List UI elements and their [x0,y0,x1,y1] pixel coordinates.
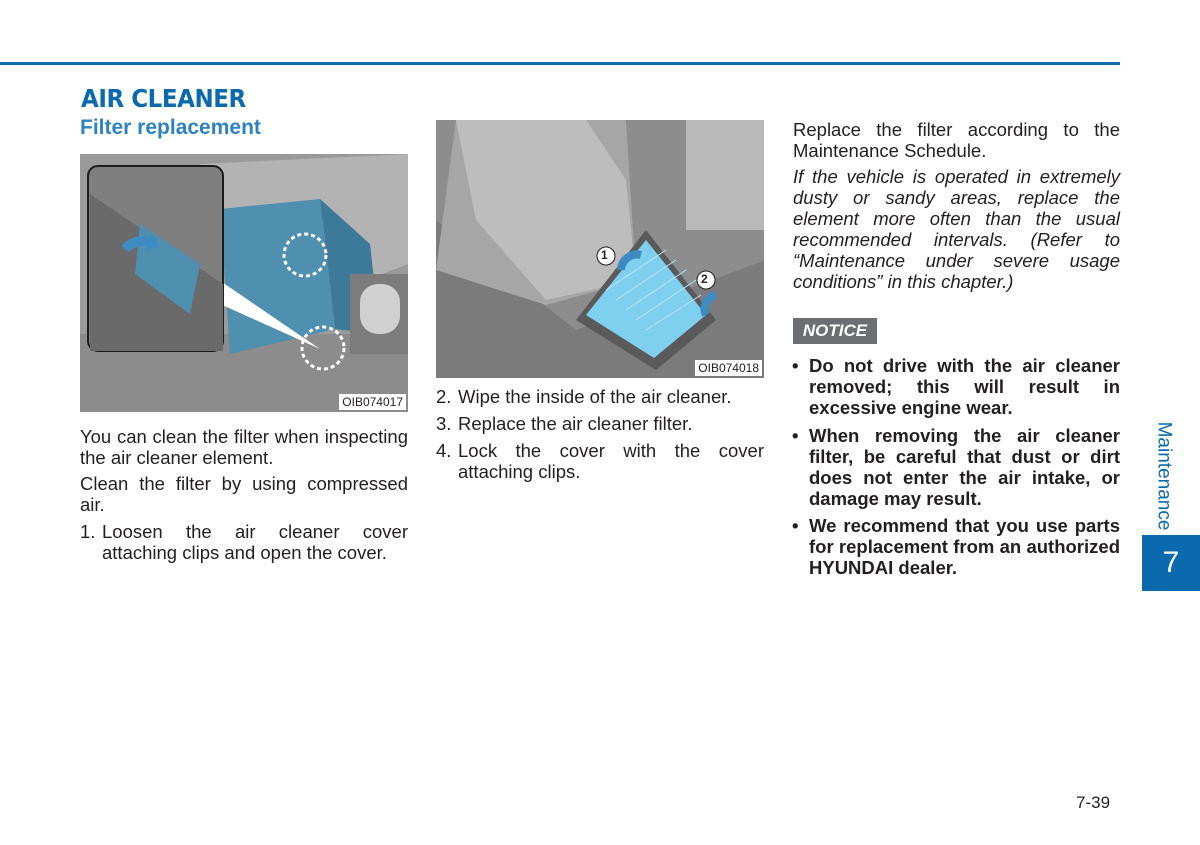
marker-1: 1 [601,248,608,262]
figure-code: OIB074018 [695,360,762,376]
italic-note: If the vehicle is operated in extremely dusty or sandy areas, replace the element more often than the usual recommended intervals. (Refer to “Maintenance under severe usage conditions” in this chapter.) [793,166,1120,292]
step-number: 3. [436,413,452,434]
subsection-title: Filter replacement [80,116,261,139]
notice-badge: NOTICE [793,318,877,344]
paragraph-compressed-air: Clean the filter by using compressed air. [80,473,408,515]
step-text: Replace the air cleaner filter. [458,413,693,434]
notice-text: We recommend that you use parts for replacement from an authorized HYUNDAI dealer. [809,515,1120,578]
section-title: AIR CLEANER [81,84,246,113]
chapter-number-box: 7 [1142,535,1200,591]
figure-air-cleaner-clips [80,154,408,412]
step-number: 4. [436,440,452,461]
notice-text: When removing the air cleaner filter, be careful that dust or dirt does not enter the air intake, or damage may result. [809,425,1120,509]
step-text: Lock the cover with the cover attaching clips. [458,440,764,482]
step-number: 2. [436,386,452,407]
step-item [436,413,764,434]
step-item [436,440,764,482]
filter-illustration [436,120,764,378]
step-number: 1. [80,521,96,542]
page-number: 7-39 [1076,793,1111,812]
figure-code: OIB074017 [339,394,406,410]
notice-item: • When removing the air cleaner filter, be careful that dust or dirt does not enter the air intake, or damage may result. [792,425,1120,509]
top-rule [0,62,1120,65]
figure-filter-replacement [436,120,764,378]
step-item [80,521,408,563]
side-tab-text: Maintenance [1153,421,1175,531]
step-text: Loosen the air cleaner cover attaching clips and open the cover. [102,521,408,563]
notice-text: Do not drive with the air cleaner removed; this will result in excessive engine wear. [809,355,1120,418]
notice-item: • We recommend that you use parts for replacement from an authorized HYUNDAI dealer. [792,515,1120,578]
step-text: Wipe the inside of the air cleaner. [458,386,732,407]
paragraph-inspect: You can clean the filter when inspecting the air cleaner element. [80,426,408,468]
side-tab-label [1148,420,1178,532]
step-item [436,386,764,407]
engine-bay-illustration [80,154,408,412]
marker-2: 2 [701,272,708,286]
paragraph-maintenance-schedule: Replace the filter according to the Maintenance Schedule. [793,119,1120,161]
notice-item: • Do not drive with the air cleaner removed; this will result in excessive engine wear. [792,355,1120,418]
